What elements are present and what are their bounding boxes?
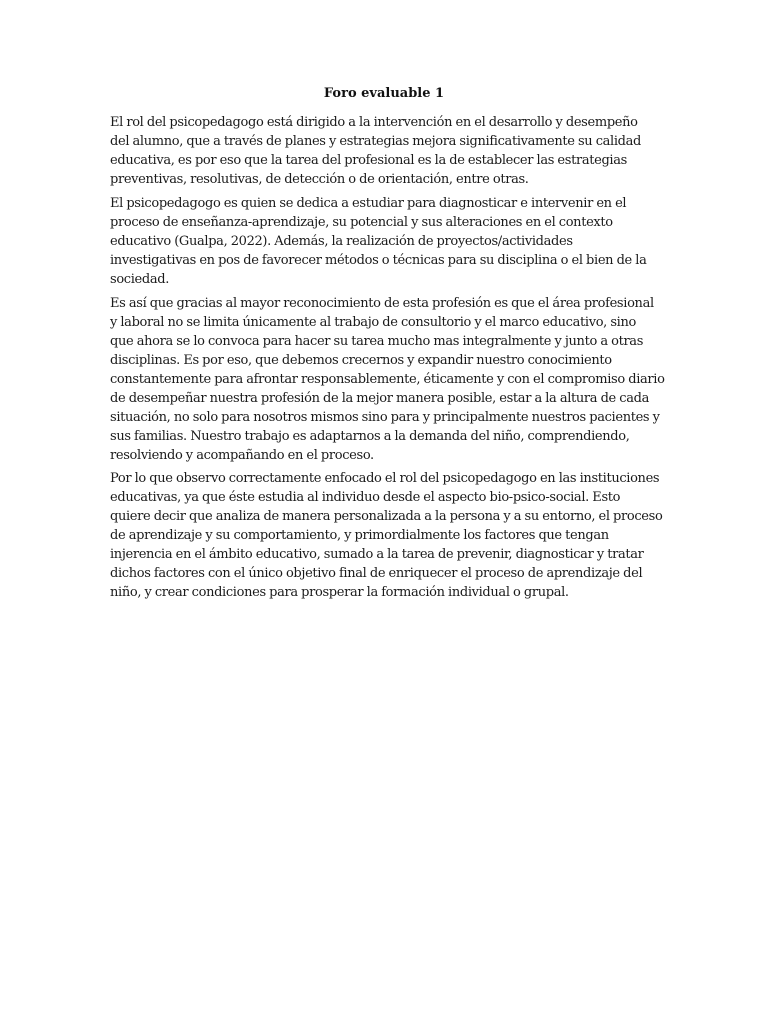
text-line: Por lo que observo correctamente enfocado el rol del psicopedagogo en las instituciones [110,471,660,486]
text-line: El rol del psicopedagogo está dirigido a la intervención en el desarrollo y desempeño [110,115,638,130]
text-line: educativo (Gualpa, 2022). Además, la realización de proyectos/actividades [110,234,573,249]
text-line: que ahora se lo convoca para hacer su tarea mucho mas integralmente y junto a otras [110,334,644,349]
text-line: El psicopedagogo es quien se dedica a estudiar para diagnosticar e intervenir en el [110,196,627,211]
text-line: investigativas en pos de favorecer métodos o técnicas para su disciplina o el bien de la [110,253,647,268]
text-line: y laboral no se limita únicamente al trabajo de consultorio y el marco educativo, sino [110,315,636,330]
text-line: quiere decir que analiza de manera personalizada a la persona y a su entorno, el proceso [110,509,663,524]
text-line: dichos factores con el único objetivo final de enriquecer el proceso de aprendizaje del [110,566,643,581]
text-line: injerencia en el ámbito educativo, sumado a la tarea de prevenir, diagnosticar y tratar [110,547,644,562]
paragraph-2 [110,194,646,289]
text-line: disciplinas. Es por eso, que debemos crecernos y expandir nuestro conocimiento [110,353,612,368]
text-line: educativa, es por eso que la tarea del profesional es la de establecer las estrategias [110,153,627,168]
text-line: del alumno, que a través de planes y estrategias mejora significativamente su calidad [110,134,641,149]
document-title: Foro evaluable 1 [323,86,445,101]
text-line: de aprendizaje y su comportamiento, y primordialmente los factores que tengan [110,528,609,543]
text-line: sus familias. Nuestro trabajo es adaptarnos a la demanda del niño, comprendiendo, [110,429,630,444]
paragraph-3 [110,294,665,465]
text-line: niño, y crear condiciones para prosperar la formación individual o grupal. [110,585,569,600]
paragraph-4 [110,469,662,602]
text-line: constantemente para afrontar responsablemente, éticamente y con el compromiso diario [110,372,665,387]
text-line: proceso de enseñanza-aprendizaje, su potencial y sus alteraciones en el contexto [110,215,613,230]
text-line: de desempeñar nuestra profesión de la mejor manera posible, estar a la altura de cada [110,391,649,406]
text-line: sociedad. [110,272,170,287]
text-line: situación, no solo para nosotros mismos sino para y principalmente nuestros pacientes y [110,410,660,425]
text-line: resolviendo y acompañando en el proceso. [110,448,374,463]
text-line: preventivas, resolutivas, de detección o de orientación, entre otras. [110,172,529,187]
text-line: Es así que gracias al mayor reconocimiento de esta profesión es que el área profesional [110,296,654,311]
text-line: educativas, ya que éste estudia al individuo desde el aspecto bio-psico-social. Esto [110,490,621,505]
paragraph-1 [110,113,641,189]
